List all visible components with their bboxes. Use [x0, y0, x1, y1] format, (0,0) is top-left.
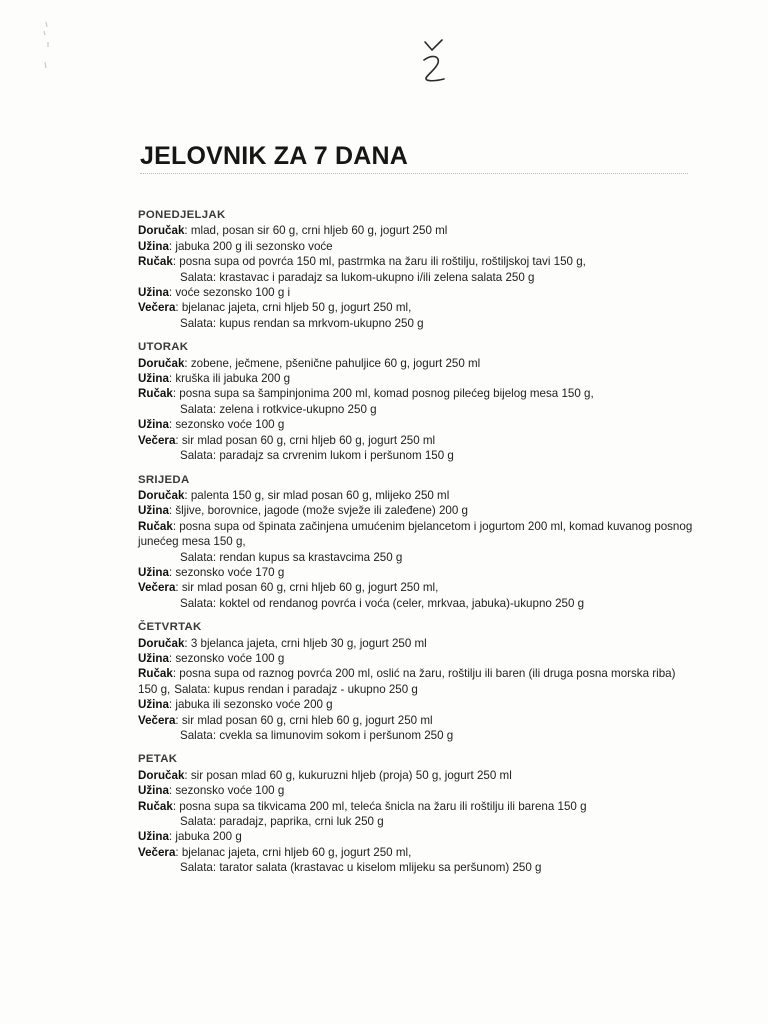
meal-snack: Užina: jabuka 200 g — [138, 830, 242, 844]
meal-text: posna supa sa šampinjonima 200 ml, komad posnog pilećeg bijelog mesa 150 g, — [179, 387, 594, 401]
meal-text: sezonsko voće 100 g — [175, 418, 285, 432]
meal-snack: Užina: sezonsko voće 170 g — [138, 565, 285, 579]
meal-label: Užina — [138, 830, 169, 844]
meal-label: Užina — [138, 286, 169, 300]
meal-breakfast: Doručak: palenta 150 g, sir mlad posan 60 g, mlijeko 250 ml — [138, 488, 450, 502]
meal-text: sir posan mlad 60 g, kukuruzni hljeb (proja) 50 g, jogurt 250 ml — [190, 768, 512, 782]
meal-text: bjelanac jajeta, crni hljeb 60 g, jogurt 250 ml, — [181, 845, 412, 859]
meal-label: Doručak — [138, 768, 185, 782]
meal-dinner: Večera: sir mlad posan 60 g, crni hljeb 60 g, jogurt 250 ml — [138, 433, 436, 447]
meal-text: 3 bjelanca jajeta, crni hljeb 30 g, jogurt 250 ml — [190, 636, 427, 650]
day-section-ponedjeljak — [138, 208, 698, 331]
meal-label: Doručak — [138, 636, 185, 650]
meal-snack: Užina: voće sezonsko 100 g i — [138, 286, 291, 300]
meal-snack: Užina: sezonsko voće 100 g — [138, 784, 285, 798]
dinner-salad: Salata: tarator salata (krastavac u kiselom mlijeku sa peršunom) 250 g — [180, 861, 542, 875]
meal-breakfast: Doručak: mlad, posan sir 60 g, crni hljeb 60 g, jogurt 250 ml — [138, 224, 448, 238]
dinner-salad: Salata: cvekla sa limunovim sokom i peršunom 250 g — [180, 729, 454, 742]
meal-label: Večera — [138, 301, 176, 315]
margin-marks — [40, 18, 56, 78]
meal-lunch: Ručak: posna supa od povrća 150 ml, pastrmka na žaru ili roštilju, roštiljskoj tavi 150 g, — [138, 255, 586, 269]
lunch-salad: Salata: krastavac i paradajz sa lukom-ukupno i/ili zelena salata 250 g — [180, 270, 535, 284]
dinner-salad: Salata: koktel od rendanog povrća i voća (celer, mrkvaa, jabuka)-ukupno 250 g — [180, 596, 585, 610]
meal-text: voće sezonsko 100 g i — [175, 286, 291, 300]
meal-snack: Užina: kruška ili jabuka 200 g — [138, 372, 291, 386]
day-heading: UTORAK — [138, 341, 189, 354]
meal-text: sezonsko voće 170 g — [175, 565, 285, 579]
day-section-utorak — [138, 340, 698, 463]
meal-lunch: Ručak: posna supa sa tikvicama 200 ml, teleća šnicla na žaru ili roštilju ili barena 150 g — [138, 799, 587, 813]
day-section-srijeda — [138, 473, 698, 612]
meal-text: jabuka 200 g ili sezonsko voće — [175, 239, 333, 253]
meal-breakfast: Doručak: zobene, ječmene, pšenične pahuljice 60 g, jogurt 250 ml — [138, 356, 481, 370]
meal-label: Večera — [138, 581, 176, 595]
day-heading: PETAK — [138, 753, 178, 766]
meal-text: bjelanac jajeta, crni hljeb 50 g, jogurt 250 ml, — [181, 301, 412, 315]
menu-content — [138, 208, 698, 885]
meal-lunch: Ručak: posna supa od raznog povrća 200 ml, oslić na žaru, roštilju ili baren (ili druga posna morska riba) 150 g, Salata: kupus rendan i paradajz - ukupno 250 g — [138, 667, 676, 696]
day-heading: ČETVRTAK — [138, 621, 202, 634]
lunch-salad: Salata: zelena i rotkvice-ukupno 250 g — [180, 402, 377, 416]
meal-text: šljive, borovnice, jagode (može svježe ili zaleđene) 200 g — [175, 504, 468, 518]
meal-breakfast: Doručak: sir posan mlad 60 g, kukuruzni hljeb (proja) 50 g, jogurt 250 ml — [138, 768, 512, 782]
meal-text: kruška ili jabuka 200 g — [175, 372, 291, 386]
day-heading: SRIJEDA — [138, 473, 190, 486]
meal-dinner: Večera: sir mlad posan 60 g, crni hljeb 60 g, jogurt 250 ml, — [138, 581, 439, 595]
meal-label: Večera — [138, 845, 176, 859]
meal-text: mlad, posan sir 60 g, crni hljeb 60 g, jogurt 250 ml — [190, 224, 448, 238]
dinner-salad: Salata: paradajz sa crvrenim lukom i peršunom 150 g — [180, 449, 454, 463]
meal-label: Doručak — [138, 224, 185, 238]
meal-dinner: Večera: sir mlad posan 60 g, crni hleb 60 g, jogurt 250 ml — [138, 713, 433, 727]
title-divider — [140, 173, 688, 174]
meal-text: jabuka ili sezonsko voće 200 g — [175, 698, 333, 712]
day-section-petak — [138, 752, 698, 875]
meal-snack: Užina: jabuka 200 g ili sezonsko voće — [138, 239, 333, 253]
meal-label: Doručak — [138, 488, 185, 502]
meal-dinner: Večera: bjelanac jajeta, crni hljeb 50 g, jogurt 250 ml, — [138, 301, 412, 315]
meal-label: Užina — [138, 565, 169, 579]
meal-text: sir mlad posan 60 g, crni hleb 60 g, jogurt 250 ml — [181, 713, 433, 727]
meal-text: posna supa od špinata začinjena umućenim bjelancetom i jogurtom 200 ml, komad kuvanog posnog junećeg mesa 150 g, — [138, 519, 693, 549]
meal-breakfast: Doručak: 3 bjelanca jajeta, crni hljeb 30 g, jogurt 250 ml — [138, 636, 427, 650]
lunch-salad: Salata: paradajz, paprika, crni luk 250 g — [180, 815, 384, 829]
meal-text: sezonsko voće 100 g — [175, 651, 285, 665]
dinner-salad: Salata: kupus rendan sa mrkvom-ukupno 250 g — [180, 316, 424, 330]
lunch-salad: Salata: rendan kupus sa krastavcima 250 g — [180, 550, 403, 564]
meal-lunch: Ručak: posna supa od špinata začinjena umućenim bjelancetom i jogurtom 200 ml, komad kuvanog posnog junećeg mesa 150 g, — [138, 519, 693, 549]
day-heading: PONEDJELJAK — [138, 209, 226, 221]
meal-label: Užina — [138, 651, 169, 665]
meal-label: Ručak — [138, 667, 173, 681]
lunch-salad: Salata: kupus rendan i paradajz - ukupno 250 g — [174, 682, 418, 696]
meal-text: zobene, ječmene, pšenične pahuljice 60 g, jogurt 250 ml — [190, 356, 481, 370]
meal-snack: Užina: sezonsko voće 100 g — [138, 418, 285, 432]
meal-text: posna supa sa tikvicama 200 ml, teleća šnicla na žaru ili roštilju ili barena 150 g — [179, 799, 587, 813]
meal-snack: Užina: jabuka ili sezonsko voće 200 g — [138, 698, 333, 712]
meal-label: Večera — [138, 713, 176, 727]
handwritten-mark — [418, 36, 454, 92]
meal-text: posna supa od raznog povrća 200 ml, oslić na žaru, roštilju ili baren (ili druga posna morska riba) 150 g, — [138, 667, 676, 696]
meal-label: Užina — [138, 372, 169, 386]
meal-label: Večera — [138, 433, 176, 447]
meal-label: Ručak — [138, 799, 173, 813]
meal-label: Užina — [138, 239, 169, 253]
meal-snack: Užina: šljive, borovnice, jagode (može svježe ili zaleđene) 200 g — [138, 504, 468, 518]
meal-text: sezonsko voće 100 g — [175, 784, 285, 798]
meal-label: Doručak — [138, 356, 185, 370]
meal-text: posna supa od povrća 150 ml, pastrmka na žaru ili roštilju, roštiljskoj tavi 150 g, — [179, 255, 586, 269]
meal-label: Ručak — [138, 255, 173, 269]
meal-label: Užina — [138, 698, 169, 712]
meal-label: Užina — [138, 418, 169, 432]
meal-lunch: Ručak: posna supa sa šampinjonima 200 ml, komad posnog pilećeg bijelog mesa 150 g, — [138, 387, 594, 401]
meal-text: sir mlad posan 60 g, crni hljeb 60 g, jogurt 250 ml, — [181, 581, 439, 595]
day-section-cetvrtak — [138, 620, 698, 743]
meal-text: jabuka 200 g — [175, 830, 242, 844]
meal-label: Ručak — [138, 387, 173, 401]
meal-snack: Užina: sezonsko voće 100 g — [138, 651, 285, 665]
meal-text: palenta 150 g, sir mlad posan 60 g, mlijeko 250 ml — [190, 488, 450, 502]
meal-text: sir mlad posan 60 g, crni hljeb 60 g, jogurt 250 ml — [181, 433, 436, 447]
meal-label: Ručak — [138, 519, 173, 533]
meal-dinner: Večera: bjelanac jajeta, crni hljeb 60 g, jogurt 250 ml, — [138, 845, 412, 859]
meal-label: Užina — [138, 504, 169, 518]
meal-label: Užina — [138, 784, 169, 798]
page-title: JELOVNIK ZA 7 DANA — [140, 142, 408, 170]
